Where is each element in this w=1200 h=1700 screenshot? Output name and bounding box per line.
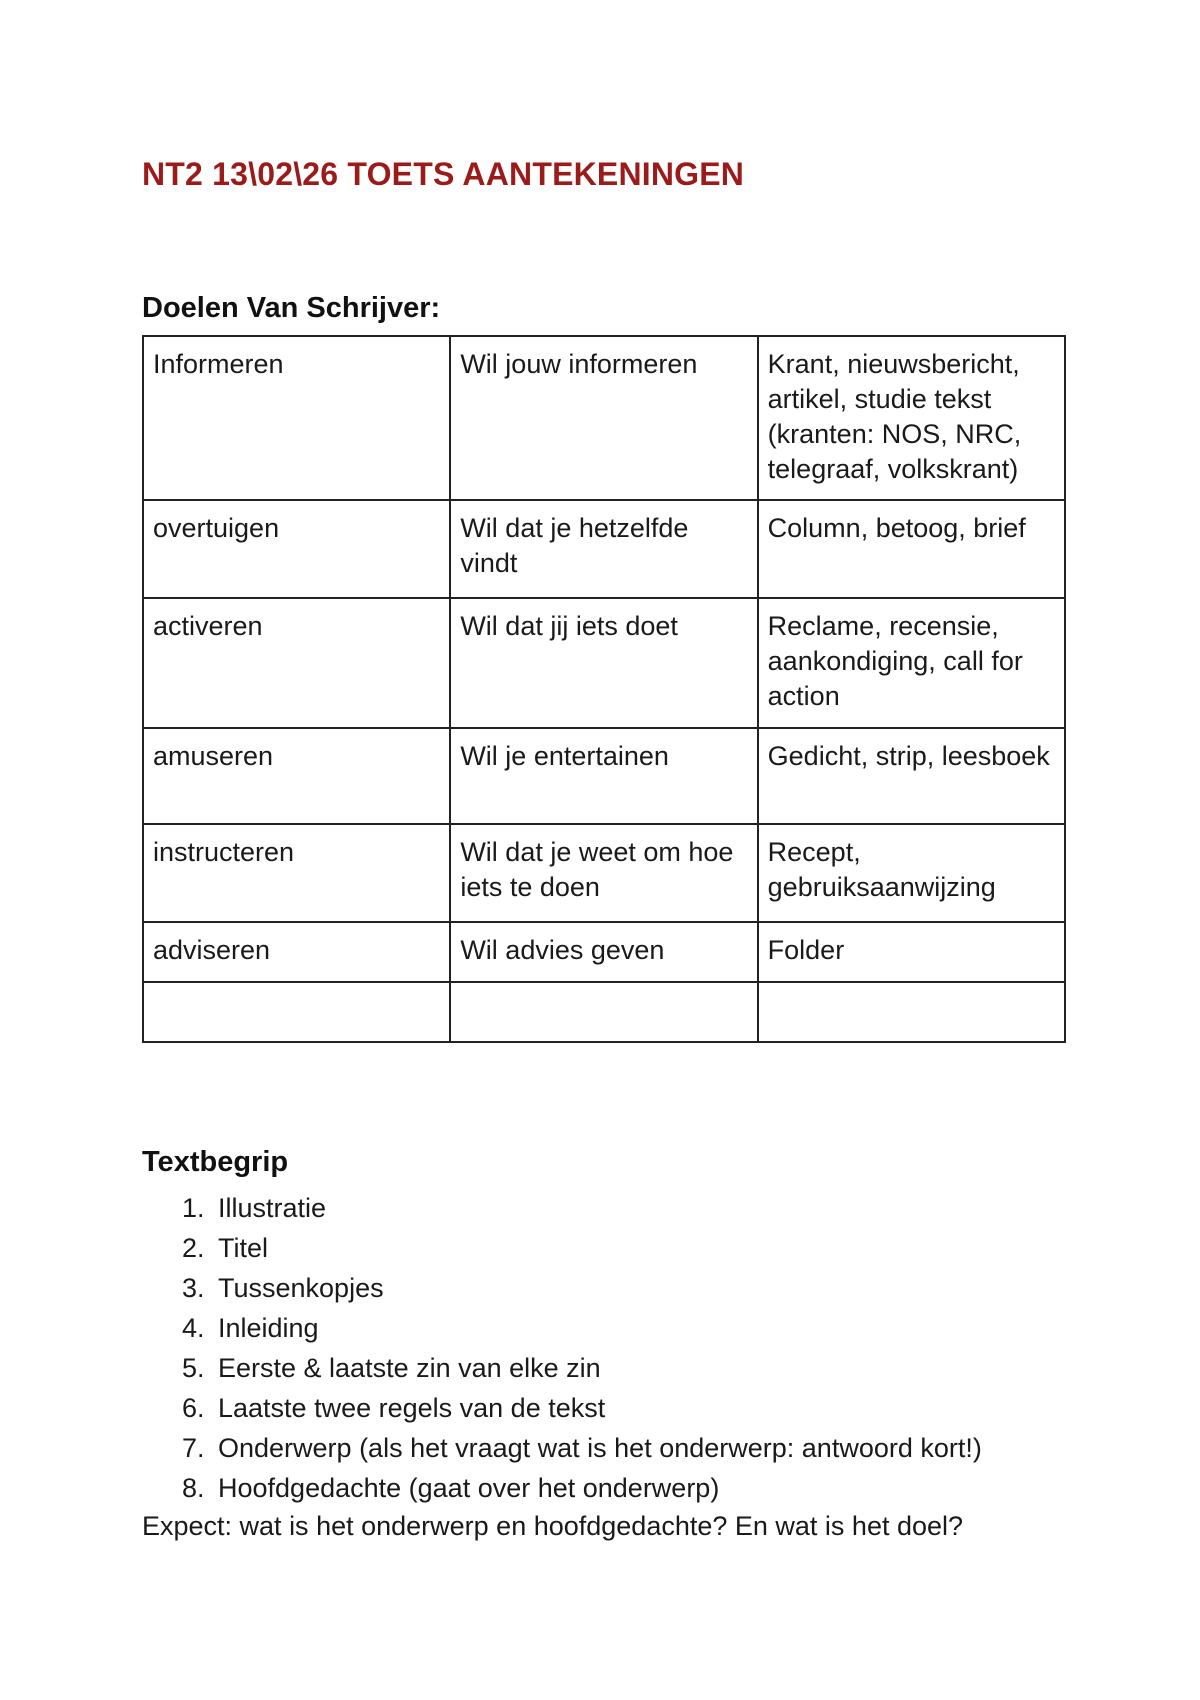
table-row — [143, 922, 1065, 982]
table-row — [143, 598, 1065, 728]
table-row-empty — [143, 982, 1065, 1042]
list-item: 7. Onderwerp (als het vraagt wat is het onderwerp: antwoord kort!) — [212, 1428, 982, 1468]
table-cell-description: Wil dat jij iets doet — [450, 598, 757, 728]
table-cell-description: Wil je entertainen — [450, 728, 757, 824]
list-item: 5. Eerste & laatste zin van elke zin — [212, 1348, 982, 1388]
table-row — [143, 824, 1065, 922]
table-cell-description: Wil dat je weet om hoe iets te doen — [450, 824, 757, 922]
table-cell-examples: Folder — [758, 922, 1065, 982]
list-item: 8. Hoofdgedachte (gaat over het onderwerp) — [212, 1468, 982, 1508]
table-cell-empty — [143, 982, 450, 1042]
list-item: 4. Inleiding — [212, 1308, 982, 1348]
list-item: 2. Titel — [212, 1228, 982, 1268]
table-cell-examples: Reclame, recensie, aankondiging, call for action — [758, 598, 1065, 728]
table-row — [143, 728, 1065, 824]
table-cell-examples: Gedicht, strip, leesboek — [758, 728, 1065, 824]
doelen-heading: Doelen Van Schrijver: — [142, 292, 441, 324]
table-cell-goal: instructeren — [143, 824, 450, 922]
table-cell-description: Wil jouw informeren — [450, 336, 757, 500]
table-cell-empty — [758, 982, 1065, 1042]
table-cell-goal: activeren — [143, 598, 450, 728]
textbegrip-list — [142, 1188, 982, 1508]
table-cell-goal: Informeren — [143, 336, 450, 500]
table-cell-description: Wil dat je hetzelfde vindt — [450, 500, 757, 598]
table-cell-examples: Recept, gebruiksaanwijzing — [758, 824, 1065, 922]
list-item: 3. Tussenkopjes — [212, 1268, 982, 1308]
table-cell-examples: Krant, nieuwsbericht, artikel, studie tekst (kranten: NOS, NRC, telegraaf, volkskrant) — [758, 336, 1065, 500]
table-cell-empty — [450, 982, 757, 1042]
expect-note: Expect: wat is het onderwerp en hoofdgedachte? En wat is het doel? — [142, 1511, 964, 1541]
table-cell-examples: Column, betoog, brief — [758, 500, 1065, 598]
list-item: 6. Laatste twee regels van de tekst — [212, 1388, 982, 1428]
table-cell-goal: amuseren — [143, 728, 450, 824]
table-cell-goal: overtuigen — [143, 500, 450, 598]
doelen-table — [142, 335, 1066, 1043]
list-item: 1. Illustratie — [212, 1188, 982, 1228]
textbegrip-heading: Textbegrip — [142, 1146, 289, 1178]
page-title: NT2 13\02\26 TOETS AANTEKENINGEN — [142, 156, 745, 192]
table-row — [143, 500, 1065, 598]
table-row — [143, 336, 1065, 500]
table-cell-goal: adviseren — [143, 922, 450, 982]
table-cell-description: Wil advies geven — [450, 922, 757, 982]
